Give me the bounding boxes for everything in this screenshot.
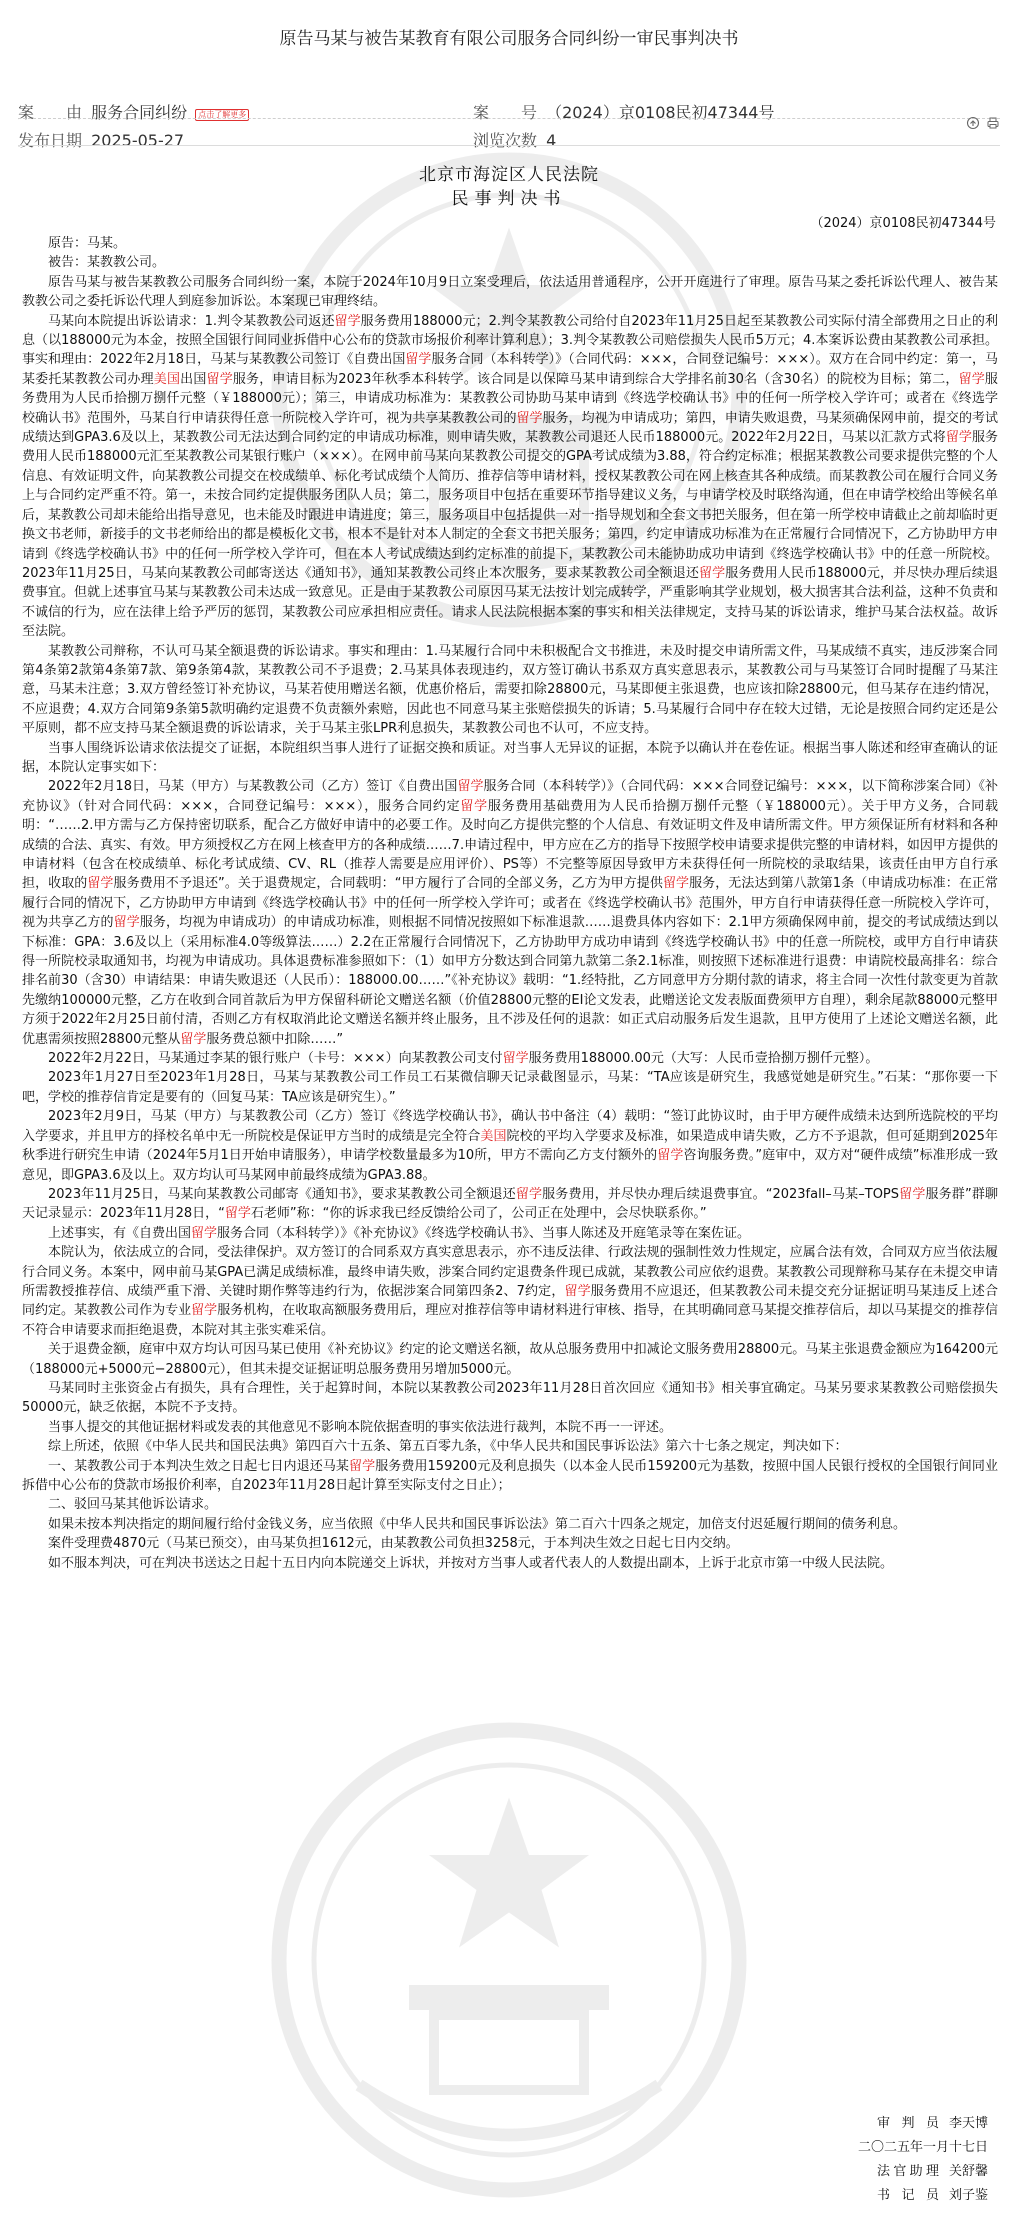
paragraph-text: 服务费用，并尽快办理后续退费事宜。“2023fall–马某–TOPS bbox=[542, 1186, 900, 1202]
highlighted-term: 留学 bbox=[334, 313, 361, 329]
paragraph bbox=[22, 1340, 998, 1379]
paragraph bbox=[22, 739, 998, 778]
meta-row-1 bbox=[18, 100, 1000, 122]
highlighted-term: 留学 bbox=[457, 779, 484, 795]
paragraph-text: 马某同时主张资金占有损失，具有合理性，关于起算时间，本院以某教教公司2023年11月28日首次回应《通知书》相关事宜确定。马某另要求某教教公司赔偿损失50000元，缺乏依据，本院不予支持。 bbox=[22, 1380, 998, 1416]
highlighted-term: 留学 bbox=[958, 371, 985, 387]
publish-date-field bbox=[18, 128, 184, 151]
paragraph-text: 服务合同（本科转学）》（合同代码：×××，合同登记编号：×××）。双方在合同中约定：第一，马某委托某教教公司办理 bbox=[22, 352, 998, 387]
paragraph-text: 当事人围绕诉讼请求依法提交了证据，本院组织当事人进行了证据交换和质证。对当事人无异议的证据，本院予以确认并在卷佐证。根据当事人陈述和经审查确认的证据，本院认定事实如下： bbox=[22, 740, 998, 775]
highlighted-term: 留学 bbox=[87, 876, 114, 892]
paragraph bbox=[22, 273, 998, 312]
court-emblem-watermark-bottom bbox=[259, 1710, 759, 2210]
court-name: 北京市海淀区人民法院 bbox=[419, 165, 599, 185]
paragraph-text: 石老师”称：“你的诉求我已经反馈给公司了，公司正在处理中，会尽快联系你。” bbox=[250, 1206, 707, 1222]
document-type: 民事判决书 bbox=[451, 189, 567, 209]
toolbar bbox=[966, 116, 1000, 130]
highlighted-term: 留学 bbox=[502, 1051, 529, 1067]
highlighted-term: 留学 bbox=[515, 1186, 543, 1202]
paragraph bbox=[22, 1243, 998, 1340]
paragraph-text: 服务，无法达到第八款第1条（申请成功标准：在正常履行合同的情况下，乙方协助甲方申请到《终选学校确认书》中的任何一所学校入学许可；或者在《终选学校确认书》范围外，甲方自行申请获得任意一所院校入学许可，视为共享乙方的 bbox=[22, 876, 998, 931]
highlighted-term: 留学 bbox=[564, 1283, 591, 1299]
highlighted-term: 留学 bbox=[191, 1303, 218, 1319]
paragraph bbox=[22, 1418, 998, 1437]
paragraph-text: 服务费用基础费用为人民币拾捌万捌仟元整（￥188000元）。关于甲方义务，合同载明：“……2.甲方需与乙方保持密切联系，配合乙方做好申请中的必要工作。及时向乙方提供完整的个人信息、有效证明文件及申请所需文件。甲方须保证所有材料和各种成绩的合法、真实、有效。甲方须授权乙方在网上核查甲方的各种成绩……7.申请过程中，甲方应在乙方的指导下按照学校申请要求提供完整的申请材料，如因甲方提供的申请材料（包含在校成绩单、标化考试成绩、CV、RL（推荐人需要是应用评价）、PS等）不完整等原因导致甲方未获得任何一所院校的录取结果，该责任由甲方自行承担，收取的 bbox=[22, 798, 998, 892]
highlighted-term: 留学 bbox=[113, 915, 140, 931]
paragraph bbox=[22, 1554, 998, 1573]
highlighted-term: 留学 bbox=[516, 410, 543, 426]
paragraph-text: 如果未按本判决指定的期间履行给付金钱义务，应当依照《中华人民共和国民事诉讼法》第二百六十四条之规定，加倍支付迟延履行期间的债务利息。 bbox=[48, 1516, 907, 1532]
case-number-value: （2024）京0108民初47344号 bbox=[546, 103, 775, 122]
paragraph-text: 2023年2月9日，马某（甲方）与某教教公司（乙方）签订《终选学校确认书》，确认书中备注（4）载明：“签订此协议时，由于甲方硬件成绩未达到所选院校的平均入学要求，并且甲方的择校名单中无一所院校是保证甲方当时的成绩是完全符合 bbox=[22, 1109, 998, 1144]
paragraph-text: 当事人提交的其他证据材料或发表的其他意见不影响本院依据查明的事实依法进行裁判，本院不再一一评述。 bbox=[48, 1419, 673, 1435]
paragraph bbox=[22, 1049, 998, 1068]
paragraph-text: 服务合同（本科转学）》《补充协议》《终选学校确认书》、当事人陈述及开庭笔录等在案佐证。 bbox=[217, 1225, 751, 1241]
paragraph-text: 服务费用188000.00元（大写：人民币壹拾捌万捌仟元整）。 bbox=[528, 1051, 879, 1067]
document-case-number: （2024）京0108民初47344号 bbox=[810, 216, 996, 231]
highlighted-term: 留学 bbox=[349, 1458, 376, 1474]
publish-date-label: 发布日期 bbox=[18, 131, 83, 150]
assistant-name: 关舒馨 bbox=[948, 2164, 988, 2179]
clerk-label: 书记员 bbox=[876, 2188, 939, 2203]
case-number-label: 案 号 bbox=[473, 103, 538, 122]
paragraph bbox=[22, 1107, 998, 1185]
meta-divider bbox=[18, 145, 1000, 146]
assistant-label: 法官助理 bbox=[876, 2164, 939, 2179]
share-icon[interactable] bbox=[966, 116, 980, 130]
signature-date bbox=[858, 2136, 988, 2155]
judge-label: 审判员 bbox=[876, 2116, 939, 2131]
paragraph bbox=[22, 1495, 998, 1514]
print-icon[interactable] bbox=[986, 116, 1000, 130]
paragraph bbox=[22, 1379, 998, 1418]
paragraph bbox=[22, 1185, 998, 1224]
paragraph-text: 服务，申请目标为2023年秋季本科转学。该合同是以保障马某申请到综合大学排名前30名（含30名）的院校为目标；第二， bbox=[232, 371, 959, 387]
paragraph bbox=[22, 1457, 998, 1496]
paragraph bbox=[22, 1068, 998, 1107]
judge-name: 李天博 bbox=[948, 2116, 988, 2131]
signature-clerk bbox=[877, 2184, 988, 2203]
highlighted-term: 留学 bbox=[657, 1148, 684, 1164]
views-field bbox=[473, 128, 556, 151]
paragraph bbox=[22, 234, 998, 253]
paragraph-text: 原告：马某。 bbox=[48, 236, 127, 251]
highlighted-term: 留学 bbox=[698, 565, 726, 581]
judgment-body bbox=[22, 234, 998, 1573]
paragraph bbox=[22, 312, 998, 642]
learn-more-badge[interactable]: 点击了解更多 bbox=[195, 109, 249, 121]
signature-assistant bbox=[877, 2160, 988, 2179]
paragraph bbox=[22, 1437, 998, 1456]
paragraph-text: 2022年2月22日，马某通过李某的银行账户（卡号：×××）向某教教公司支付 bbox=[48, 1051, 503, 1067]
paragraph-text: 服务机构，在收取高额服务费用后，理应对推荐信等申请材料进行审核、指导，在其明确同意马某提交推荐信后，却以马某提交的推荐信不符合申请要求而拒绝退费，本院对其主张实难采信。 bbox=[22, 1303, 998, 1338]
meta-row-2 bbox=[18, 128, 1000, 150]
highlighted-term: 留学 bbox=[662, 876, 690, 892]
clerk-name: 刘子鉴 bbox=[948, 2188, 988, 2203]
paragraph-text: 综上所述，依照《中华人民共和国民法典》第四百六十五条、第五百零九条，《中华人民共和国民事诉讼法》第六十七条之规定，判决如下： bbox=[48, 1439, 848, 1455]
paragraph-text: 服务费用为人民币拾捌万捌仟元整（￥188000元）；第三，申请成功标准为：某教教公司协助马某申请到《终选学校确认书》中的任何一所学校入学许可；或者在《终选学校确认书》范围外，马某自行申请获得任意一所院校入学许可，视为共享某教教公司的 bbox=[22, 371, 998, 426]
highlighted-term: 留学 bbox=[899, 1186, 926, 1202]
meta-divider-dotted bbox=[18, 118, 1000, 119]
paragraph-text: 关于退费金额，庭审中双方均认可因马某已使用《补充协议》约定的论文赠送名额，故从总服务费用中扣减论文服务费用28800元。马某主张退费金额应为164200元（188000元+5000元−28800元），但其未提交证据证明总服务费用另增加5000元。 bbox=[22, 1342, 998, 1377]
paragraph-text: 服务费用188000元；2.判令某教教公司给付自2023年11月25日起至某教教公司实际付清全部费用之日止的利息（以188000元为本金，按照全国银行间同业拆借中心公布的贷款市场报价利率计算利息）；3.判令某教教公司赔偿损失人民币5万元；4.本案诉讼费由某教教公司承担。事实和理由：2022年2月18日，马某与某教教公司签订《自费出国 bbox=[22, 313, 998, 368]
highlighted-term: 留学 bbox=[180, 1031, 207, 1047]
paragraph-text: 服务费用不应退还，但某教教公司未提交充分证据证明马某违反上述合同约定。某教教公司作为专业 bbox=[22, 1283, 998, 1319]
paragraph-text: 2023年1月27日至2023年1月28日，马某与某教教公司工作员工石某微信聊天记录截图显示，马某：“TA应该是研究生，我感觉她是研究生。”石某：“那你要一下吧，学校的推荐信肯定是要有的（回复马某：TA应该是研究生）。” bbox=[22, 1070, 998, 1105]
highlighted-term: 留学 bbox=[405, 352, 432, 368]
paragraph-text: 咨询服务费。”庭审中，双方对“硬件成绩”标准形成一致意见，即GPA3.6及以上。双方均认可马某网申前最终成绩为GPA3.88。 bbox=[22, 1148, 998, 1183]
views-value: 4 bbox=[546, 131, 557, 150]
cause-value[interactable]: 服务合同纠纷 bbox=[91, 103, 188, 122]
highlighted-term: 留学 bbox=[945, 430, 972, 446]
paragraph-text: 服务，均视为申请成功；第四，申请失败退费，马某须确保网申前，提交的考试成绩达到GPA3.6及以上，某教教公司无法达到合同约定的申请成功标准，则申请失败，某教教公司退还人民币188000元。2022年2月22日，马某以汇款方式将 bbox=[22, 410, 998, 446]
highlighted-term: 留学 bbox=[224, 1206, 251, 1222]
paragraph-text: 服务费用人民币188000元汇至某教教公司某银行账户（×××）。在网申前马某向某教教公司提交的GPA考试成绩为3.88，符合约定标准；根据某教教公司要求提供完整的个人信息、有效证明文件，向某教教公司提交在校成绩单、标化考试成绩个人简历、推荐信等申请材料，授权某教教公司在网上核查其各种成绩。而某教教公司在履行合同义务上与合同约定严重不符。第一，未按合同约定提供服务团队人员；第二，服务项目中包括在重要环节指导建议义务，与申请学校及时联络沟通，但在申请学校给出等候名单后，某教教公司却未能给出指导意见，也未能及时跟进申请进度；第三，服务项目中包括提供一对一指导规划和全套文书把关服务，但在第一所学校申请截止之前却临时更换文书老师，新接手的文书老师给出的都是模板化文书，根本不是针对本人制定的全套文书把关服务；第四，约定申请成功标准为在正常履行合同情况下，乙方协助甲方申请到《终选学校确认书》中的任何一所学校入学许可，但在本人考试成绩达到约定标准的前提下，某教教公司未能协助成功申请到《终选学校确认书》中的任意一所院校。2023年11月25日，马某向某教教公司邮寄送达《通知书》，通知某教教公司终止本次服务，要求某教教公司全额退还 bbox=[22, 430, 998, 581]
paragraph-text: 服务，均视为申请成功）的申请成功标准，则根据不同情况按照如下标准退款……退费具体内容如下：2.1甲方须确保网申前，提交的考试成绩达到以下标准：GPA：3.6及以上（采用标准4.0等级算法……）2.2在正常履行合同情况下，乙方协助甲方成功申请到《终选学校确认书》中的任意一所院校，或甲方自行申请获得一所院校录取通知书，均视为申请成功。具体退费标准参照如下：（1）如甲方分数达到合同第九款第二条2.1标准，则按照下述标准进行退费：申请院校最高排名：综合排名前30（含30）申请结果：申请失败退还（人民币）：188000.00……”《补充协议》载明：“1.经特批，乙方同意甲方分期付款的请求，将主合同一次性付款变更为首款先缴纳100000元整，乙方在收到合同首款后为甲方保留科研论文赠送名额（价值28800元整的EI论文发表，此赠送论文发表版面费须甲方自理），剩余尾款88000元整甲方须于2022年2月25日前付清，否则乙方有权取消此论文赠送名额并终止服务，且不涉及任何的退款：如正式启动服务后发生退款，且甲方使用了上述论文赠送名额，此优惠需须按照28800元整从 bbox=[22, 915, 998, 1047]
paragraph-text: 2022年2月18日，马某（甲方）与某教教公司（乙方）签订《自费出国 bbox=[48, 779, 458, 795]
paragraph bbox=[22, 1515, 998, 1534]
page-title: 原告马某与被告某教育有限公司服务合同纠纷一审民事判决书 bbox=[279, 29, 739, 49]
paragraph-text: 服务费用159200元及利息损失（以本金人民币159200元为基数，按照中国人民银行授权的全国银行间同业拆借中心公布的贷款市场报价利率，自2023年11月28日起计算至实际支付之日止）； bbox=[22, 1458, 998, 1493]
paragraph-text: 服务费用不予退还”。关于退费规定，合同载明：“甲方履行了合同的全部义务，乙方为甲方提供 bbox=[113, 876, 663, 892]
paragraph bbox=[22, 1224, 998, 1243]
paragraph-text: 某教教公司辩称，不认可马某全额退费的诉讼请求。事实和理由：1.马某履行合同中未积极配合文书推进，未及时提交申请所需文件，马某成绩不真实，违反涉案合同第4条第2款第4条第7款、第9条第4款，某教教公司不予退费；2.马某具体表现违约，双方签订确认书系双方真实意思表示，某教教公司与马某签订合同时提醒了马某注意，马某未注意；3.双方曾经签订补充协议，马某若使用赠送名额，优惠价格后，需要扣除28800元，马某即便主张退费，也应该扣除28800元，但马某存在违约情况，不应退费；4.双方合同第9条第5款明确约定退费不负责额外索赔，因此也不同意马某主张赔偿损失的诉请；5.马某履行合同中存在较大过错，无论是按照合同约定还是公平原则，都不应支持马某全额退费的诉讼请求，关于马某主张LPR利息损失，某教教公司也不认可，不应支持。 bbox=[22, 643, 998, 737]
paragraph bbox=[22, 253, 998, 272]
paragraph-text: 出国 bbox=[180, 371, 207, 387]
paragraph-text: 2023年11月25日，马某向某教教公司邮寄《通知书》，要求某教教公司全额退还 bbox=[48, 1186, 516, 1202]
paragraph bbox=[22, 777, 998, 1049]
cause-field bbox=[18, 100, 249, 123]
paragraph-text: 原告马某与被告某教教公司服务合同纠纷一案，本院于2024年10月9日立案受理后，依法适用普通程序，公开开庭进行了审理。原告马某之委托诉讼代理人、被告某教教公司之委托诉讼代理人到庭参加诉讼。本案现已审理终结。 bbox=[22, 274, 998, 310]
paragraph-text: 一、某教教公司于本判决生效之日起七日内退还马某 bbox=[48, 1458, 349, 1474]
paragraph bbox=[22, 1534, 998, 1553]
paragraph-text: 上述事实，有《自费出国 bbox=[48, 1225, 192, 1241]
paragraph-text: 如不服本判决，可在判决书送达之日起十五日内向本院递交上诉状，并按对方当事人或者代表人的人数提出副本，上诉于北京市第一中级人民法院。 bbox=[48, 1555, 894, 1571]
signature-judge bbox=[877, 2112, 988, 2131]
paragraph-text: 二、驳回马某其他诉讼请求。 bbox=[48, 1497, 218, 1513]
paragraph-text: 服务合同（本科转学）》（合同代码：×××合同登记编号：×××，以下简称涉案合同）《补充协议》（针对合同代码：×××，合同登记编号：×××），服务合同约定 bbox=[22, 779, 998, 814]
highlighted-term: 美国 bbox=[153, 371, 181, 387]
paragraph-text: 服务群”群聊天记录显示：2023年11月28日，“ bbox=[22, 1186, 998, 1222]
judgment-date: 二〇二五年一月十七日 bbox=[857, 2140, 988, 2155]
highlighted-term: 留学 bbox=[460, 798, 488, 814]
paragraph-text: 本院认为，依法成立的合同，受法律保护。双方签订的合同系双方真实意思表示，亦不违反法律、行政法规的强制性效力性规定，应属合法有效，合同双方应当依法履行合同义务。本案中，网申前马某GPA已满足成绩标准，最终申请失败，涉案合同约定退费条件现已成就，某教教公司应依约退费。某教教公司现辩称马某存在未提交申请所需教授推荐信、成绩严重下滑、关键时期作弊等违约行为，依据涉案合同第四条2、7约定， bbox=[22, 1245, 998, 1299]
case-number-field bbox=[473, 100, 774, 123]
paragraph-text: 服务费用人民币188000元，并尽快办理后续退费事宜。但就上述事宜马某与某教教公司未达成一致意见。正是由于某教教公司原因马某无法按计划完成转学，严重影响其学业规划，极大损害其合法利益，这种不负责和不诚信的行为，应在法律上给予严厉的惩罚，某教教公司应承担相应责任。请求人民法院根据本案的事实和相关法律规定，支持马某的诉讼请求，维护马某合法权益。故诉至法院。 bbox=[22, 565, 998, 640]
paragraph-text: 院校的平均入学要求及标准，如果造成申请失败，乙方不予退款，但可延期到2025年秋季进行研究生申请（2024年5月1日开始申请服务），申请学校数量最多为10所，甲方不需向乙方支付额外的 bbox=[22, 1128, 998, 1164]
paragraph-text: 服务费总额中扣除……” bbox=[206, 1031, 344, 1047]
paragraph bbox=[22, 642, 998, 739]
paragraph-text: 马某向本院提出诉讼请求：1.判令某教教公司返还 bbox=[48, 313, 335, 329]
paragraph-text: 被告：某教教公司。 bbox=[48, 255, 166, 271]
cause-label: 案 由 bbox=[18, 103, 83, 122]
paragraph-text: 案件受理费4870元（马某已预交），由马某负担1612元，由某教教公司负担3258元，于本判决生效之日起七日内交纳。 bbox=[48, 1536, 739, 1552]
publish-date-value: 2025-05-27 bbox=[91, 131, 185, 150]
views-label: 浏览次数 bbox=[473, 131, 538, 150]
highlighted-term: 留学 bbox=[206, 371, 233, 387]
highlighted-term: 美国 bbox=[480, 1128, 507, 1144]
highlighted-term: 留学 bbox=[191, 1225, 218, 1241]
